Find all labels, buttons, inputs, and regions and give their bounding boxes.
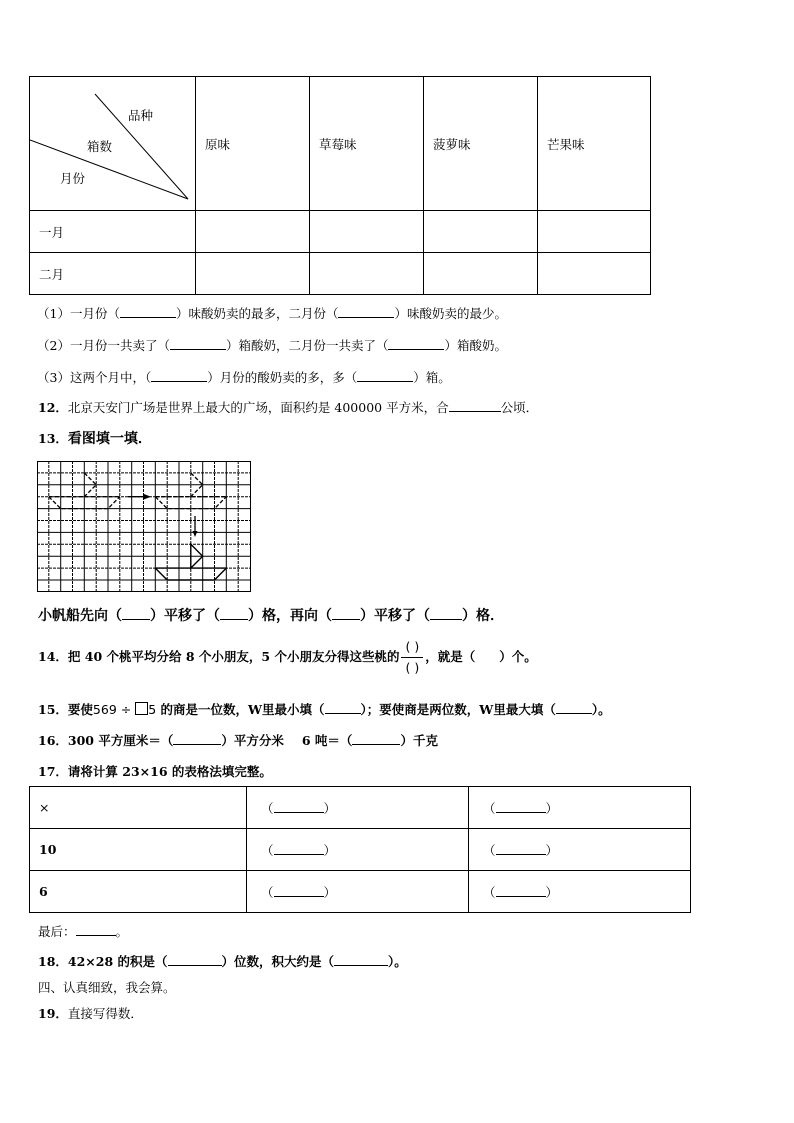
table-row <box>30 253 651 295</box>
question-number: 13． <box>38 431 68 446</box>
diagonal-corner-cell <box>30 77 196 211</box>
answer-blank[interactable] <box>168 953 222 966</box>
answer-cell[interactable]: （ ） <box>469 829 691 871</box>
table-header-row <box>30 77 651 211</box>
section-4-title: 四、认真细致，我会算。 <box>38 980 176 995</box>
answer-cell[interactable]: （ ） <box>469 871 691 913</box>
sailboat-grid-figure <box>37 461 253 593</box>
answer-blank[interactable] <box>334 953 388 966</box>
question-19: 19．直接写得数． <box>38 1006 143 1021</box>
sub-question-2: （2）一月份一共卖了（ ）箱酸奶，二月份一共卖了（ ）箱酸奶。 <box>37 338 507 353</box>
answer-cell[interactable]: （ ） <box>247 871 469 913</box>
corner-label-month: 月份 <box>60 171 86 186</box>
answer-blank[interactable] <box>449 399 501 412</box>
question-number: 16． <box>38 733 68 748</box>
column-header: 芒果味 <box>538 77 651 211</box>
column-header: 菠萝味 <box>424 77 538 211</box>
row-head-times: × <box>30 787 247 829</box>
table-row <box>30 829 691 871</box>
question-number: 15． <box>38 702 68 717</box>
row-head-6: 6 <box>30 871 247 913</box>
sub-question-1: （1）一月份（ ）味酸奶卖的最多，二月份（ ）味酸奶卖的最少。 <box>37 306 507 321</box>
table-row <box>30 211 651 253</box>
answer-blank[interactable] <box>556 701 592 714</box>
final-answer-line: 最后： 。 <box>38 924 129 939</box>
answer-cell[interactable]: （ ） <box>469 787 691 829</box>
fraction-answer[interactable]: $\frac{( )}{( )}$ <box>401 637 423 678</box>
diagonal-lines-icon <box>30 77 195 210</box>
row-head-10: 10 <box>30 829 247 871</box>
question-number: 18． <box>38 954 68 969</box>
table-cell[interactable] <box>538 211 651 253</box>
answer-blank[interactable] <box>430 607 462 620</box>
question-15: 15．要使569 ÷ 5 的商是一位数，W里最小填（ ）；要使商是两位数，W里最大填（ ）。 <box>38 702 611 717</box>
table-row <box>30 787 691 829</box>
question-13-title: 13．看图填一填． <box>38 431 152 447</box>
table-cell[interactable] <box>424 211 538 253</box>
question-number: 17． <box>38 764 68 779</box>
question-13-sentence: 小帆船先向（ ）平移了（ ）格，再向（ ）平移了（ ）格． <box>38 608 504 624</box>
question-number: 12． <box>38 400 68 415</box>
answer-blank[interactable] <box>120 305 176 318</box>
answer-blank[interactable] <box>332 607 360 620</box>
row-label: 一月 <box>30 211 196 253</box>
table-cell[interactable] <box>310 211 424 253</box>
sub-question-3: （3）这两个月中，（ ）月份的酸奶卖的多，多（ ）箱。 <box>37 370 451 385</box>
answer-blank[interactable] <box>122 607 150 620</box>
table-cell[interactable] <box>196 211 310 253</box>
question-number: 19． <box>38 1006 68 1021</box>
table-cell[interactable] <box>424 253 538 295</box>
empty-box-digit <box>135 702 148 715</box>
answer-blank[interactable] <box>338 305 394 318</box>
answer-blank[interactable] <box>151 369 207 382</box>
question-18: 18．42×28 的积是（ ）位数，积大约是（ ）。 <box>38 954 407 969</box>
question-14: 14．把 40 个桃平均分给 8 个小朋友，5 个小朋友分得这些桃的 $\frac{( )}{( )}$ ，就是（ ）个。 <box>38 637 537 678</box>
corner-label-variety: 品种 <box>128 108 154 123</box>
answer-blank[interactable] <box>388 337 444 350</box>
answer-blank[interactable] <box>325 701 361 714</box>
corner-label-boxes: 箱数 <box>87 139 113 154</box>
row-label: 二月 <box>30 253 196 295</box>
table-cell[interactable] <box>310 253 424 295</box>
question-12: 12．北京天安门广场是世界上最大的广场，面积约是 400000 平方米，合 公顷． <box>38 400 539 415</box>
answer-blank[interactable] <box>357 369 413 382</box>
answer-blank[interactable] <box>220 607 248 620</box>
multiplication-grid-table <box>29 786 691 913</box>
answer-cell[interactable]: （ ） <box>247 829 469 871</box>
table-cell[interactable] <box>538 253 651 295</box>
answer-blank[interactable] <box>352 732 400 745</box>
answer-cell[interactable]: （ ） <box>247 787 469 829</box>
answer-blank[interactable] <box>170 337 226 350</box>
question-16: 16．300 平方厘米＝（ ）平方分米 6 吨＝（ ）千克 <box>38 733 438 748</box>
question-17-title: 17．请将计算 23×16 的表格法填完整。 <box>38 764 272 779</box>
column-header: 草莓味 <box>310 77 424 211</box>
column-header: 原味 <box>196 77 310 211</box>
yogurt-sales-table <box>29 76 651 295</box>
answer-blank[interactable] <box>76 923 116 936</box>
answer-blank[interactable] <box>173 732 221 745</box>
question-number: 14． <box>38 649 68 664</box>
table-row <box>30 871 691 913</box>
table-cell[interactable] <box>196 253 310 295</box>
